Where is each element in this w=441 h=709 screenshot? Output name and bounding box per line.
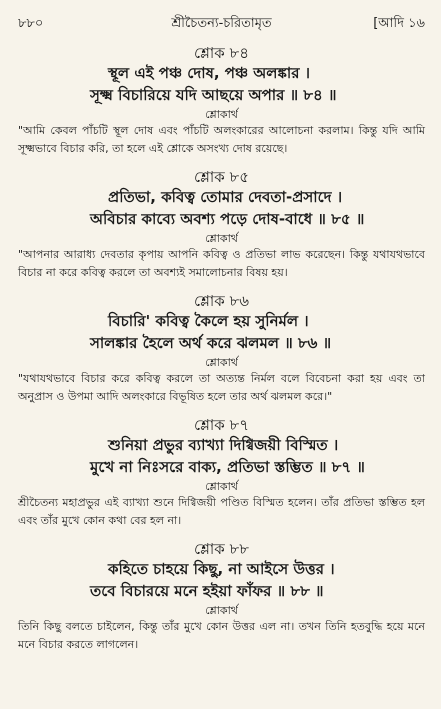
verse-line: শুনিয়া প্রভুর ব্যাখ্যা দিগ্বিজয়ী বিস্মিত । <box>108 436 339 454</box>
sloka-number: শ্লোক ৮৫ <box>194 168 249 186</box>
sloka-number: শ্লোক ৮৮ <box>194 540 249 558</box>
sloka-number: শ্লোক ৮৪ <box>194 44 249 62</box>
translation-text: শ্রীচৈতন্য মহাপ্রভুর এই ব্যাখ্যা শুনে দিগ্বিজয়ী পণ্ডিত বিস্মিত হলেন। তাঁর প্রতিভা স্তম্ভিত হল এবং তাঁর মুখে কোন কথা বের হল না। <box>18 496 425 527</box>
verse-line: প্রতিভা, কবিত্ব তোমার দেবতা-প্রসাদে । <box>108 188 343 206</box>
verse-block-85 <box>18 168 425 282</box>
translation-heading: শ্লোকার্থ <box>205 108 238 121</box>
verse-line: অবিচার কাব্যে অবশ্য পড়ে দোষ-বাধে ॥ ৮৫ ॥ <box>90 210 365 228</box>
verse-line: স্থূল এই পঞ্চ দোষ, পঞ্চ অলঙ্কার । <box>108 64 311 82</box>
verse-text <box>18 310 425 354</box>
translation-heading: শ্লোকার্থ <box>205 356 238 369</box>
section-reference: [আদি ১৬ <box>373 16 425 31</box>
verse-block-88 <box>18 540 425 654</box>
verse-block-87 <box>18 416 425 530</box>
verse-text <box>18 62 425 106</box>
verse-line: মুখে না নিঃসরে বাক্য, প্রতিভা স্তম্ভিত ॥ ৮৭ ॥ <box>90 458 365 476</box>
verse-block-86 <box>18 292 425 406</box>
translation-heading: শ্লোকার্থ <box>205 604 238 617</box>
verse-line: বিচারি' কবিত্ব কৈলে হয় সুনির্মল । <box>108 312 309 330</box>
verse-block-84 <box>18 44 425 158</box>
translation-text: "যথাযথভাবে বিচার করে কবিত্ব করলে তা অত্যন্ত নির্মল বলে বিবেচনা করা হয় এবং তা অনুপ্রাস ও উপমা আদি অলংকারে বিভূষিত হলে তার অর্থ ঝলমল করে।" <box>18 372 425 403</box>
book-title: শ্রীচৈতন্য-চরিতামৃত <box>171 16 272 31</box>
translation-text: "আপনার আরাধ্য দেবতার কৃপায় আপনি কবিত্ব ও প্রতিভা লাভ করেছেন। কিন্তু যথাযথভাবে বিচার না করে কবিত্ব করলে তা অবশ্যই সমালোচনার বিষয় হয়। <box>18 248 425 279</box>
verse-text <box>18 558 425 602</box>
verse-line: কহিতে চাহয়ে কিছু, না আইসে উত্তর । <box>108 560 335 578</box>
verse-text <box>18 434 425 478</box>
translation-text: তিনি কিছু বলতে চাইলেন, কিন্তু তাঁর মুখে কোন উত্তর এল না। তখন তিনি হতবুদ্ধি হয়ে মনে মনে বিচার করতে লাগলেন। <box>18 620 425 651</box>
sloka-number: শ্লোক ৮৭ <box>194 416 249 434</box>
translation-heading: শ্লোকার্থ <box>205 232 238 245</box>
page-number: ৮৮০ <box>18 16 44 31</box>
running-header <box>18 14 425 34</box>
verse-line: তবে বিচারয়ে মনে হইয়া ফাঁফর ॥ ৮৮ ॥ <box>90 582 324 600</box>
sloka-number: শ্লোক ৮৬ <box>194 292 249 310</box>
translation-text: "আমি কেবল পাঁচটি স্থূল দোষ এবং পাঁচটি অলংকারের আলোচনা করলাম। কিন্তু যদি আমি সূক্ষ্মভাবে বিচার করি, তা হলে এই শ্লোকে অসংখ্য দোষ রয়েছে। <box>18 124 425 155</box>
verse-line: সালঙ্কার হৈলে অর্থ করে ঝলমল ॥ ৮৬ ॥ <box>90 334 332 352</box>
translation-heading: শ্লোকার্থ <box>205 480 238 493</box>
verse-line: সূক্ষ্ম বিচারিয়ে যদি আছয়ে অপার ॥ ৮৪ ॥ <box>90 86 337 104</box>
verse-text <box>18 186 425 230</box>
